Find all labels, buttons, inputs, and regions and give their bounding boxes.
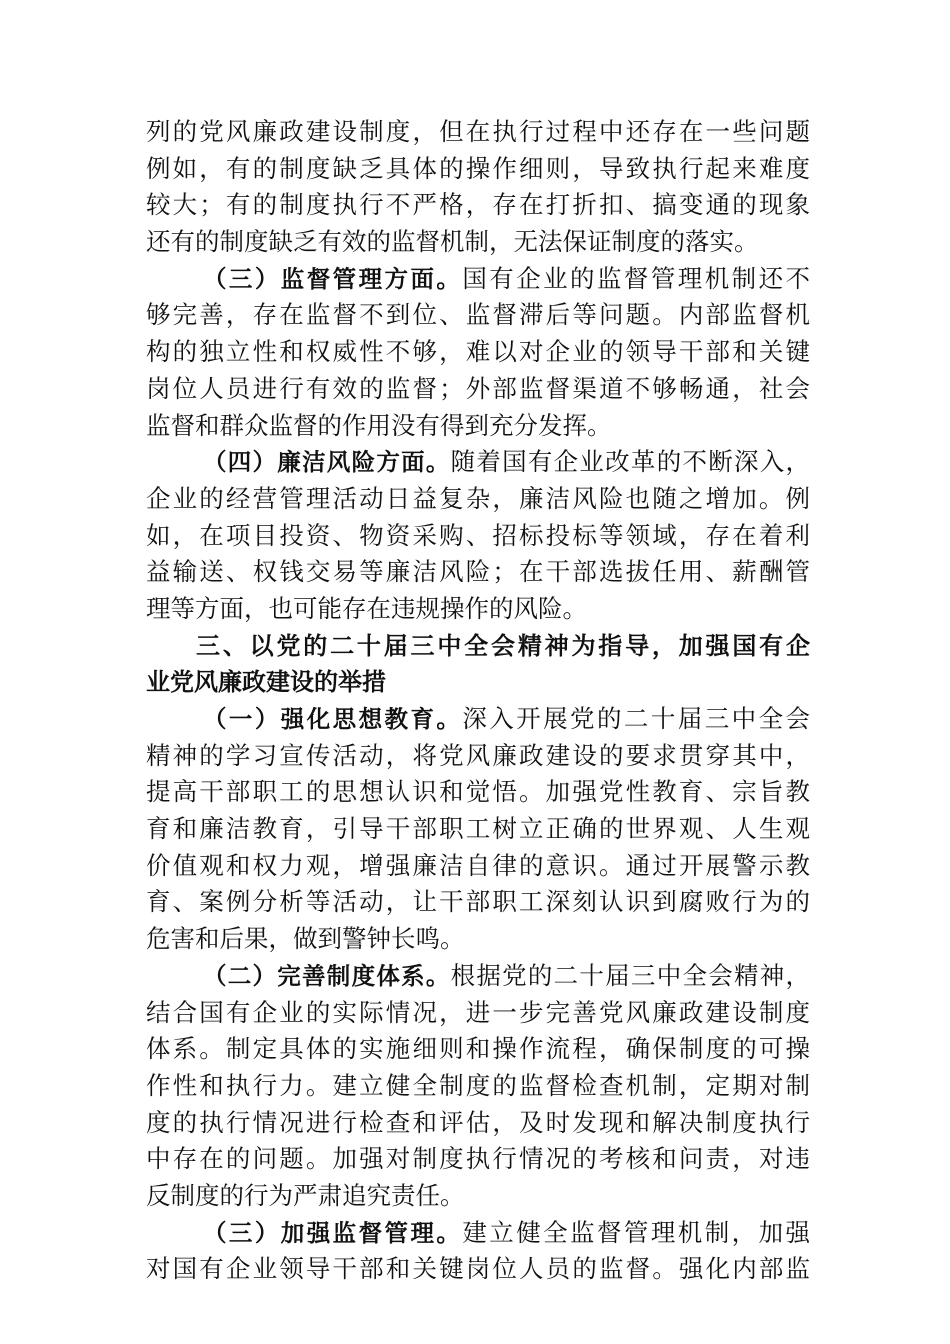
text-line: 危害和后果，做到警钟长鸣。 xyxy=(146,924,465,954)
text-line: 岗位人员进行有效的监督；外部监督渠道不够畅通，社会 xyxy=(146,373,810,403)
text-line: 较大；有的制度执行不严格，存在打折扣、搞变通的现象 xyxy=(146,190,810,220)
text-line: 价值观和权力观，增强廉洁自律的意识。通过开展警示教 xyxy=(146,850,810,880)
text-line xyxy=(146,261,810,298)
text-segment: 深入开展党的二十届三中全会 xyxy=(462,704,811,733)
text-line xyxy=(146,444,810,481)
text-line: 中存在的问题。加强对制度执行情况的考核和问责，对违 xyxy=(146,1144,810,1174)
paragraph xyxy=(146,1215,810,1288)
text-line: 作性和执行力。建立健全制度的监督检查机制，定期对制 xyxy=(146,1070,810,1100)
text-line: 对国有企业领导干部和关键岗位人员的监督。强化内部监 xyxy=(146,1254,810,1284)
paragraph-lead: （四）廉洁风险方面。 xyxy=(203,448,451,477)
paragraph xyxy=(146,261,810,444)
text-line: 育和廉洁教育，引导干部职工树立正确的世界观、人生观 xyxy=(146,814,810,844)
paragraph xyxy=(146,444,810,627)
paragraph-lead: （一）强化思想教育。 xyxy=(203,705,463,733)
text-line: 如，在项目投资、物资采购、招标投标等领域，存在着利 xyxy=(146,520,810,550)
paragraph-lead: （三）监督管理方面。 xyxy=(203,264,463,293)
text-line: 例如，有的制度缺乏具体的操作细则，导致执行起来难度 xyxy=(146,153,810,183)
section-heading xyxy=(146,628,810,701)
text-line: 精神的学习宣传活动，将党风廉政建设的要求贯穿其中， xyxy=(146,740,810,770)
text-line: 理等方面，也可能存在违规操作的风险。 xyxy=(146,593,587,623)
text-line: 益输送、权钱交易等廉洁风险；在干部选拔任用、薪酬管 xyxy=(146,557,810,587)
text-segment: 国有企业的监督管理机制还不 xyxy=(462,263,811,293)
paragraph-lead: （三）加强监督管理。 xyxy=(203,1218,463,1247)
paragraph xyxy=(146,114,810,261)
text-line: 结合国有企业的实际情况，进一步完善党风廉政建设制度 xyxy=(146,997,810,1027)
text-line: 够完善，存在监督不到位、监督滞后等问题。内部监督机 xyxy=(146,300,810,330)
paragraph-lead: （二）完善制度体系。 xyxy=(203,961,451,990)
text-segment: 建立健全监督管理机制，加强 xyxy=(462,1217,811,1247)
text-line xyxy=(146,1215,810,1252)
text-line xyxy=(146,958,810,995)
text-line: 列的党风廉政建设制度，但在执行过程中还存在一些问题 xyxy=(146,117,810,146)
document-body xyxy=(146,114,810,1288)
text-line: 构的独立性和权威性不够，难以对企业的领导干部和关键 xyxy=(146,337,810,367)
paragraph xyxy=(146,958,810,1215)
text-line: 体系。制定具体的实施细则和操作流程，确保制度的可操 xyxy=(146,1034,810,1064)
heading-line: 三、以党的二十届三中全会精神为指导，加强国有企 xyxy=(196,631,810,660)
text-line xyxy=(146,701,810,738)
text-line: 提高干部职工的思想认识和觉悟。加强党性教育、宗旨教 xyxy=(146,777,810,807)
text-line: 反制度的行为严肃追究责任。 xyxy=(146,1180,465,1210)
text-line: 还有的制度缺乏有效的监督机制，无法保证制度的落实。 xyxy=(146,227,759,257)
text-segment: 随着国有企业改革的不断深入， xyxy=(450,447,810,477)
paragraph xyxy=(146,701,810,958)
text-line: 育、案例分析等活动，让干部职工深刻认识到腐败行为的 xyxy=(146,887,810,917)
heading-line: 业党风廉政建设的举措 xyxy=(146,668,386,697)
text-line: 监督和群众监督的作用没有得到充分发挥。 xyxy=(146,410,612,440)
text-line: 度的执行情况进行检查和评估，及时发现和解决制度执行 xyxy=(146,1107,810,1137)
text-line: 企业的经营管理活动日益复杂，廉洁风险也随之增加。例 xyxy=(146,483,810,513)
text-segment: 根据党的二十届三中全会精神， xyxy=(450,960,810,990)
